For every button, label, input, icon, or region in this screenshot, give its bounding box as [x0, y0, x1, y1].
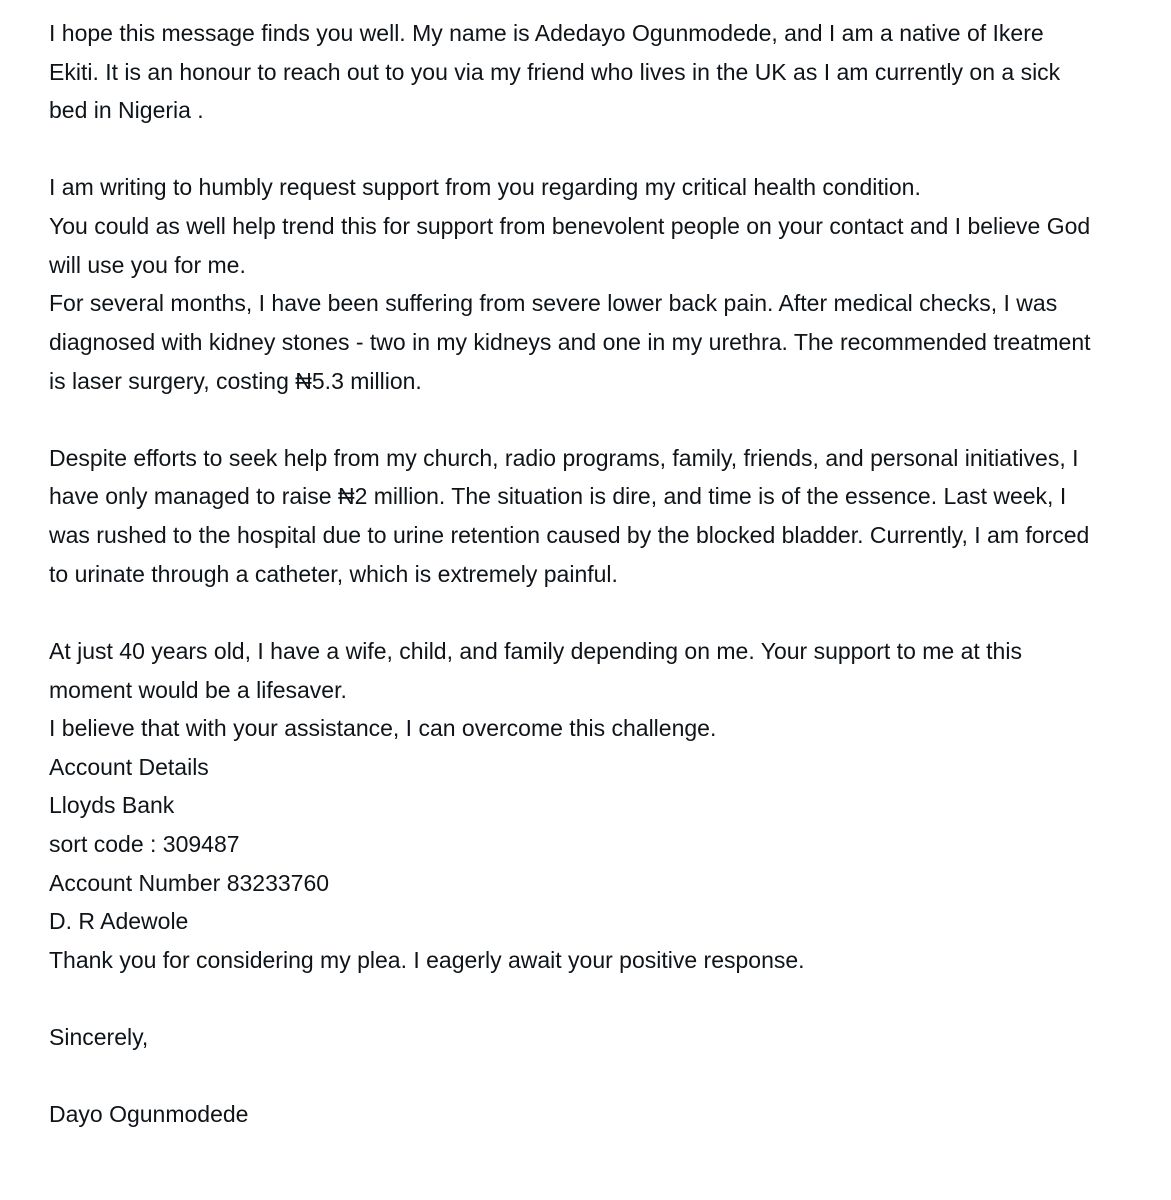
text-line: I believe that with your assistance, I can overcome this challenge. [49, 715, 717, 742]
closing-salutation: Sincerely, [49, 1024, 149, 1051]
text-line: I hope this message finds you well. My name is Adedayo Ogunmodede, and I am a native of Ikere Ekiti. It is an honour to reach out to you via my friend who lives in the UK as I am currently on a sick bed in Nigeria . [49, 20, 1067, 124]
text-line: Thank you for considering my plea. I eagerly await your positive response. [49, 946, 805, 973]
sort-code: sort code : 309487 [49, 831, 240, 858]
text-line: I am writing to humbly request support from you regarding my critical health condition. [49, 174, 921, 201]
paragraph-signature [49, 1095, 1091, 1134]
letter-document [49, 14, 1097, 1134]
account-number: Account Number 83233760 [49, 869, 330, 896]
signature-name: Dayo Ogunmodede [49, 1101, 249, 1128]
account-details-heading: Account Details [49, 753, 209, 780]
text-line: Despite efforts to seek help from my church, radio programs, family, friends, and personal initiatives, I have only managed to raise ₦2 million. The situation is dire, and time is of the essence. Last week, I was rushed to the hospital due to urine retention caused by the blocked bladder. Currently, I am forced to urinate through a catheter, which is extremely painful. [49, 444, 1096, 587]
text-line: For several months, I have been suffering from severe lower back pain. After medical checks, I was diagnosed with kidney stones - two in my kidneys and one in my urethra. The recommended treatment is laser surgery, costing ₦5.3 million. [49, 290, 1097, 394]
text-line: At just 40 years old, I have a wife, child, and family depending on me. Your support to me at this moment would be a lifesaver. [49, 637, 1029, 703]
account-holder-name: D. R Adewole [49, 908, 189, 935]
paragraph-health-condition [49, 168, 1097, 400]
text-line: You could as well help trend this for support from benevolent people on your contact and I believe God will use you for me. [49, 213, 1097, 278]
paragraph-introduction [49, 14, 1091, 130]
bank-name: Lloyds Bank [49, 792, 175, 819]
paragraph-closing [49, 1018, 1091, 1057]
paragraph-fundraising-situation [49, 439, 1096, 594]
paragraph-appeal-and-account-details [49, 632, 1091, 980]
